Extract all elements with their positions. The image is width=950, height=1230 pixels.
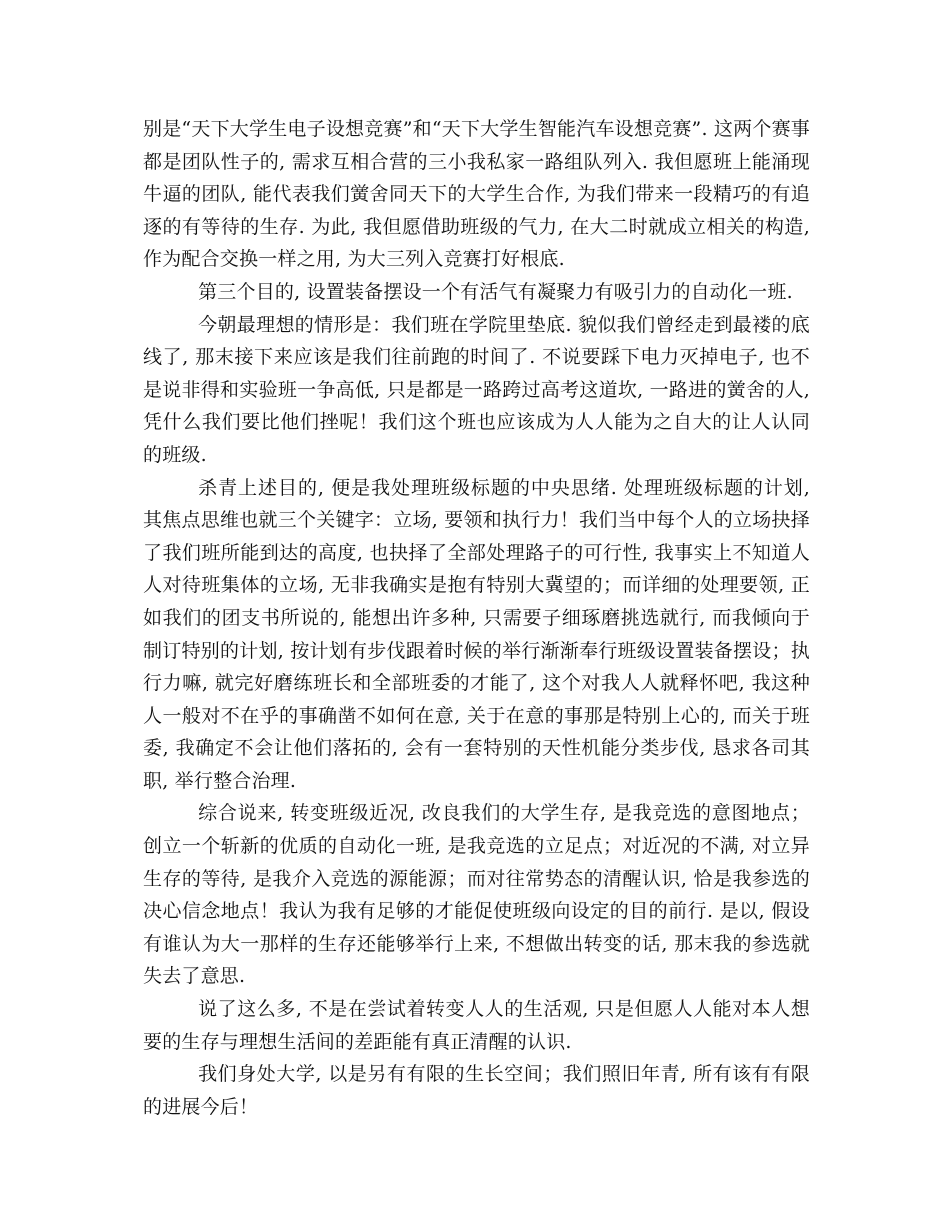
paragraph: 今朝最理想的情形是：我们班在学院里垫底. 貌似我们曾经走到最褛的底线了, 那末接下来应该是我们往前跑的时间了. 不说要踩下电力灭掉电子, 也不是说非得和实验班一争高低, 只是都是一路跨过高考这道坎, 一路进的黉舍的人, 凭什么我们要比他们挫呢！我们这个班也应该成为人人能为之自大的让人认同的班级.: [143, 313, 810, 466]
paragraph: 说了这么多, 不是在尝试着转变人人的生活观, 只是但愿人人能对本人想要的生存与理想生活间的差距能有真正清醒的认识.: [143, 998, 810, 1053]
paragraph: 杀青上述目的, 便是我处理班级标题的中央思绪. 处理班级标题的计划, 其焦点思维也就三个关键字：立场, 要领和执行力！我们当中每个人的立场抉择了我们班所能到达的高度, 也抉择了全部处理路子的可行性, 我事实上不知道人人对待班集体的立场, 无非我确实是抱有特别大冀望的；而详细的处理要领, 正如我们的团支书所说的, 能想出许多种, 只需要子细琢磨挑选就行, 而我倾向于制订特别的计划, 按计划有步伐跟着时候的举行渐渐奉行班级设置装备摆设；执行力嘛, 就完好磨练班长和全部班委的才能了, 这个对我人人就释怀吧, 我这种人一般对不在乎的事确凿不如何在意, 关于在意的事那是特别上心的, 而关于班委, 我确定不会让他们落拓的, 会有一套特别的天性机能分类步伐, 恳求各司其职, 举行整合治理.: [143, 476, 810, 792]
paragraph: 第三个目的, 设置装备摆设一个有活气有凝聚力有吸引力的自动化一班.: [198, 280, 793, 303]
document-page: [143, 113, 810, 1123]
paragraph: 别是“天下大学生电子设想竞赛”和“天下大学生智能汽车设想竞赛”. 这两个赛事都是团队性子的, 需求互相合营的三小我私家一路组队列入. 我但愿班上能涌现牛逼的团队, 能代表我们黉舍同天下的大学生合作, 为我们带来一段精巧的有追逐的有等待的生存. 为此, 我但愿借助班级的气力, 在大二时就成立相关的构造, 作为配合交换一样之用, 为大三列入竞赛打好根底.: [143, 118, 810, 271]
paragraph: 综合说来, 转变班级近况, 改良我们的大学生存, 是我竞选的意图地点；创立一个斩新的优质的自动化一班, 是我竞选的立足点；对近况的不满, 对立异生存的等待, 是我介入竞选的源能源；而对往常势态的清醒认识, 恰是我参选的决心信念地点！我认为我有足够的才能促使班级向设定的目的前行. 是以, 假设有谁认为大一那样的生存还能够举行上来, 不想做出转变的话, 那末我的参选就失去了意思.: [143, 802, 810, 988]
paragraph: 我们身处大学, 以是另有有限的生长空间；我们照旧年青, 所有该有有限的进展今后！: [143, 1063, 810, 1118]
